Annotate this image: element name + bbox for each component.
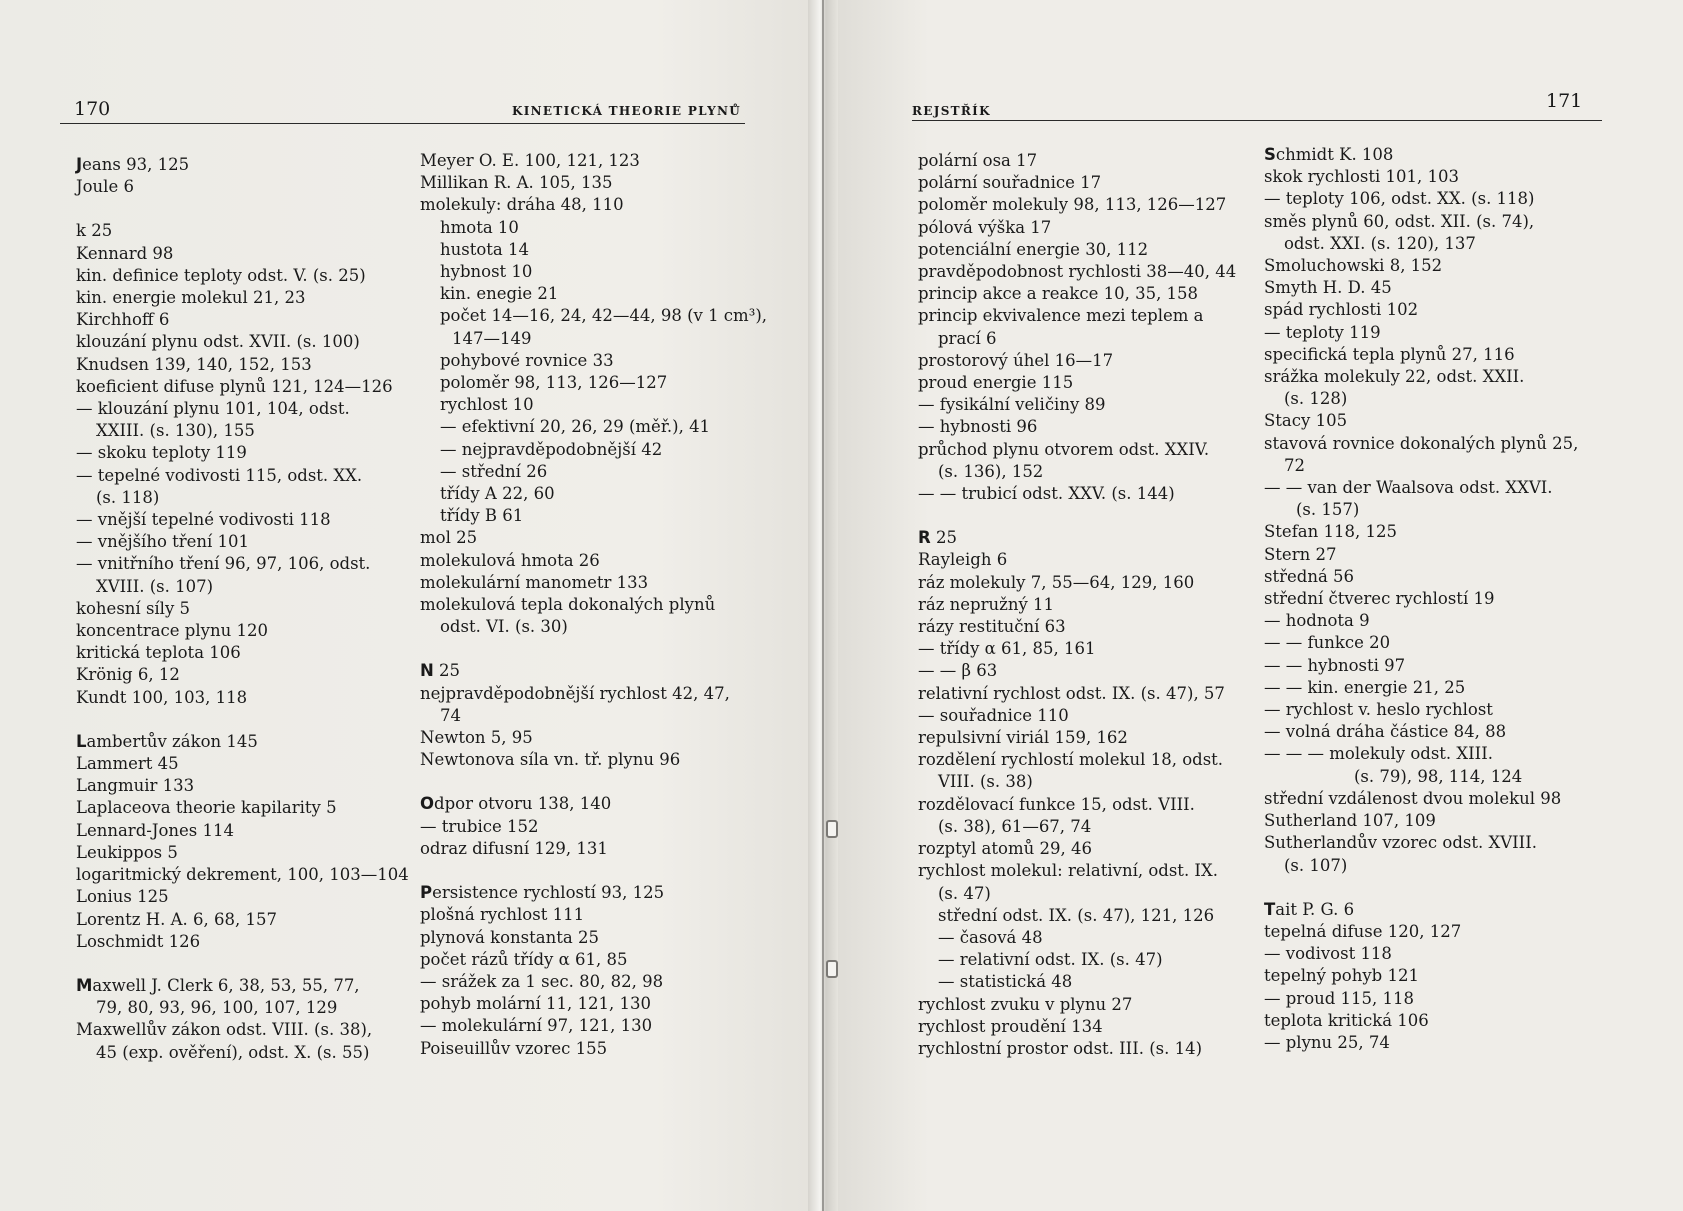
index-entry: — — hybnosti 97 <box>1264 655 1406 675</box>
section-initial: N <box>420 661 434 681</box>
index-entry: XXIII. (s. 130), 155 <box>96 421 255 441</box>
index-entry: rychlost molekul: relativní, odst. IX. <box>918 861 1218 881</box>
index-entry: plošná rychlost 111 <box>420 905 585 925</box>
index-entry: — — — molekuly odst. XIII. <box>1264 744 1493 764</box>
index-entry: — střední 26 <box>440 461 548 481</box>
index-entry: Newtonova síla vn. tř. plynu 96 <box>420 750 681 770</box>
index-entry: — klouzání plynu 101, 104, odst. <box>76 399 350 419</box>
index-entry: Sutherlandův vzorec odst. XVIII. <box>1264 833 1537 853</box>
spine-line <box>822 0 824 1211</box>
index-entry: třídy B 61 <box>440 506 524 526</box>
index-entry: nejpravděpodobnější rychlost 42, 47, <box>420 683 730 703</box>
index-entry: 72 <box>1284 455 1305 475</box>
index-entry: střední čtverec rychlostí 19 <box>1264 589 1495 609</box>
index-entry: rozdělovací funkce 15, odst. VIII. <box>918 794 1195 814</box>
index-entry: počet rázů třídy α 61, 85 <box>420 949 628 969</box>
index-entry: odraz difusní 129, 131 <box>420 838 608 858</box>
index-entry: ráz nepružný 11 <box>918 594 1055 614</box>
right-page-column-1 <box>918 150 1236 1060</box>
index-entry: Persistence rychlostí 93, 125 <box>420 883 665 903</box>
section-gap <box>76 198 409 220</box>
index-entry: středná 56 <box>1264 566 1355 586</box>
index-entry: (s. 107) <box>1284 855 1348 875</box>
index-entry: hmota 10 <box>440 217 519 237</box>
index-entry: molekuly: dráha 48, 110 <box>420 195 624 215</box>
index-entry: Tait P. G. 6 <box>1264 899 1355 919</box>
index-entry: skok rychlosti 101, 103 <box>1264 167 1460 187</box>
index-entry: polární osa 17 <box>918 151 1038 170</box>
header-rule-left <box>60 123 745 124</box>
index-entry: rozdělení rychlostí molekul 18, odst. <box>918 750 1224 770</box>
index-entry: hybnost 10 <box>440 262 533 282</box>
index-entry: Smyth H. D. 45 <box>1264 278 1392 298</box>
index-entry: — efektivní 20, 26, 29 (měř.), 41 <box>440 417 711 437</box>
index-entry: — časová 48 <box>938 927 1043 947</box>
section-initial: S <box>1264 145 1276 164</box>
index-entry: rázy restituční 63 <box>918 617 1066 637</box>
binding-stitch <box>826 960 838 978</box>
index-entry: rychlost zvuku v plynu 27 <box>918 994 1133 1014</box>
index-entry: Rayleigh 6 <box>918 550 1008 570</box>
index-entry: — vodivost 118 <box>1264 944 1392 964</box>
index-entry: poloměr molekuly 98, 113, 126—127 <box>918 195 1227 215</box>
section-gap <box>420 860 767 882</box>
index-entry: — teploty 106, odst. XX. (s. 118) <box>1264 189 1535 209</box>
index-entry: srážka molekuly 22, odst. XXII. <box>1264 367 1525 387</box>
section-gap <box>420 638 767 660</box>
index-entry: Sutherland 107, 109 <box>1264 811 1436 831</box>
index-entry: Stacy 105 <box>1264 411 1348 431</box>
index-entry: Kirchhoff 6 <box>76 310 170 330</box>
index-entry: Maxwellův zákon odst. VIII. (s. 38), <box>76 1020 373 1040</box>
index-entry: Schmidt K. 108 <box>1264 145 1394 164</box>
index-entry: střední odst. IX. (s. 47), 121, 126 <box>938 905 1215 925</box>
section-gap <box>76 953 409 975</box>
index-entry: tepelný pohyb 121 <box>1264 966 1419 986</box>
index-entry: proud energie 115 <box>918 373 1074 393</box>
index-entry: — rychlost v. heslo rychlost <box>1264 700 1493 720</box>
section-initial: R <box>918 528 931 548</box>
index-entry: — vnější tepelné vodivosti 118 <box>76 510 331 530</box>
binding-stitch <box>826 820 838 838</box>
header-rule-right <box>912 120 1602 121</box>
running-head-right: REJSTŘÍK <box>912 104 991 118</box>
index-entry: — třídy α 61, 85, 161 <box>918 639 1096 659</box>
index-entry: (s. 38), 61—67, 74 <box>938 816 1092 836</box>
index-entry: plynová konstanta 25 <box>420 927 599 947</box>
index-entry: princip ekvivalence mezi teplem a <box>918 306 1204 326</box>
index-entry: střední vzdálenost dvou molekul 98 <box>1264 788 1562 808</box>
index-entry: molekulární manometr 133 <box>420 572 649 592</box>
index-entry: — trubice 152 <box>420 816 539 836</box>
index-entry: — teploty 119 <box>1264 322 1381 342</box>
index-entry: XVIII. (s. 107) <box>96 576 214 596</box>
index-entry: — molekulární 97, 121, 130 <box>420 1016 653 1036</box>
index-entry: pohybové rovnice 33 <box>440 350 614 370</box>
index-entry: Meyer O. E. 100, 121, 123 <box>420 151 640 170</box>
index-entry: — srážek za 1 sec. 80, 82, 98 <box>420 971 664 991</box>
index-entry: Millikan R. A. 105, 135 <box>420 173 613 193</box>
index-entry: tepelná difuse 120, 127 <box>1264 921 1462 941</box>
index-entry: — relativní odst. IX. (s. 47) <box>938 950 1163 970</box>
index-entry: R 25 <box>918 528 957 548</box>
index-entry: 79, 80, 93, 96, 100, 107, 129 <box>96 998 338 1018</box>
section-initial: O <box>420 794 435 814</box>
index-entry: počet 14—16, 24, 42—44, 98 (v 1 cm³), <box>440 306 767 326</box>
index-entry: rozptyl atomů 29, 46 <box>918 839 1092 859</box>
index-entry: spád rychlosti 102 <box>1264 300 1419 320</box>
index-entry: stavová rovnice dokonalých plynů 25, <box>1264 433 1579 453</box>
index-entry: — skoku teploty 119 <box>76 443 247 463</box>
index-entry: kritická teplota 106 <box>76 643 241 663</box>
section-initial: L <box>76 731 87 751</box>
index-entry: Lorentz H. A. 6, 68, 157 <box>76 909 277 929</box>
index-entry: Smoluchowski 8, 152 <box>1264 256 1443 276</box>
index-entry: Laplaceova theorie kapilarity 5 <box>76 798 337 818</box>
section-initial: M <box>76 975 93 995</box>
index-entry: — plynu 25, 74 <box>1264 1032 1390 1052</box>
index-entry: 45 (exp. ověření), odst. X. (s. 55) <box>96 1042 370 1062</box>
index-entry: Newton 5, 95 <box>420 728 533 748</box>
index-entry: prostorový úhel 16—17 <box>918 350 1114 370</box>
index-entry: Joule 6 <box>76 177 134 197</box>
index-entry: Loschmidt 126 <box>76 931 201 951</box>
index-entry: Stern 27 <box>1264 544 1337 564</box>
index-entry: Langmuir 133 <box>76 776 195 796</box>
index-entry: — nejpravděpodobnější 42 <box>440 439 663 459</box>
index-entry: Lambertův zákon 145 <box>76 731 258 751</box>
index-entry: (s. 79), 98, 114, 124 <box>1354 766 1523 786</box>
index-entry: teplota kritická 106 <box>1264 1010 1429 1030</box>
left-page-column-2 <box>420 150 767 1060</box>
section-gap <box>918 505 1236 527</box>
index-entry: rychlostní prostor odst. III. (s. 14) <box>918 1038 1203 1058</box>
section-gap <box>420 771 767 793</box>
index-entry: — — β 63 <box>918 661 998 681</box>
index-entry: kohesní síly 5 <box>76 598 191 618</box>
right-page-column-2 <box>1264 144 1578 1054</box>
index-entry: — — funkce 20 <box>1264 633 1391 653</box>
index-entry: — statistická 48 <box>938 972 1073 992</box>
section-gap <box>1264 877 1578 899</box>
index-entry: (s. 136), 152 <box>938 461 1044 481</box>
section-initial: T <box>1264 899 1276 919</box>
index-entry: polární souřadnice 17 <box>918 173 1102 193</box>
index-entry: — hodnota 9 <box>1264 611 1370 631</box>
index-entry: Stefan 118, 125 <box>1264 522 1397 542</box>
index-entry: — vnitřního tření 96, 97, 106, odst. <box>76 554 371 574</box>
index-entry: Jeans 93, 125 <box>76 155 190 174</box>
index-entry: ráz molekuly 7, 55—64, 129, 160 <box>918 572 1195 592</box>
index-entry: VIII. (s. 38) <box>938 772 1033 792</box>
index-entry: Knudsen 139, 140, 152, 153 <box>76 354 312 374</box>
index-entry: 147—149 <box>452 328 532 348</box>
index-entry: Lonius 125 <box>76 887 169 907</box>
index-entry: odst. XXI. (s. 120), 137 <box>1284 233 1476 253</box>
index-entry: Kennard 98 <box>76 243 174 263</box>
index-entry: Odpor otvoru 138, 140 <box>420 794 612 814</box>
index-entry: repulsivní viriál 159, 162 <box>918 728 1128 748</box>
index-entry: pravděpodobnost rychlosti 38—40, 44 <box>918 262 1237 282</box>
index-entry: specifická tepla plynů 27, 116 <box>1264 344 1515 364</box>
page-number-left: 170 <box>74 98 111 120</box>
index-entry: — hybnosti 96 <box>918 417 1038 437</box>
index-entry: — tepelné vodivosti 115, odst. XX. <box>76 465 363 485</box>
right-page <box>826 0 1683 1211</box>
left-page <box>0 0 818 1211</box>
index-entry: (s. 157) <box>1296 500 1360 520</box>
index-entry: (s. 118) <box>96 487 160 507</box>
index-entry: Maxwell J. Clerk 6, 38, 53, 55, 77, <box>76 975 360 995</box>
index-entry: potenciální energie 30, 112 <box>918 239 1149 259</box>
index-entry: k 25 <box>76 221 113 241</box>
index-entry: — fysikální veličiny 89 <box>918 395 1106 415</box>
index-entry: Krönig 6, 12 <box>76 665 180 685</box>
index-entry: pólová výška 17 <box>918 217 1052 237</box>
index-entry: hustota 14 <box>440 239 529 259</box>
index-entry: rychlost 10 <box>440 395 534 415</box>
index-entry: odst. VI. (s. 30) <box>440 617 568 637</box>
index-entry: — — van der Waalsova odst. XXVI. <box>1264 478 1553 498</box>
index-entry: kin. energie molekul 21, 23 <box>76 288 306 308</box>
index-entry: směs plynů 60, odst. XII. (s. 74), <box>1264 211 1535 231</box>
index-entry: 74 <box>440 705 461 725</box>
index-entry: relativní rychlost odst. IX. (s. 47), 57 <box>918 683 1225 703</box>
index-entry: Kundt 100, 103, 118 <box>76 687 248 707</box>
index-entry: — — kin. energie 21, 25 <box>1264 677 1466 697</box>
index-entry: princip akce a reakce 10, 35, 158 <box>918 284 1199 304</box>
index-entry: kin. enegie 21 <box>440 284 559 304</box>
index-entry: (s. 128) <box>1284 389 1348 409</box>
section-initial: J <box>76 155 83 174</box>
index-entry: třídy A 22, 60 <box>440 484 555 504</box>
index-entry: pohyb molární 11, 121, 130 <box>420 994 651 1014</box>
section-initial: P <box>420 883 433 903</box>
page-number-right: 171 <box>1546 90 1583 112</box>
index-entry: koncentrace plynu 120 <box>76 621 268 641</box>
index-entry: molekulová tepla dokonalých plynů <box>420 595 716 615</box>
index-entry: kin. definice teploty odst. V. (s. 25) <box>76 265 366 285</box>
index-entry: — volná dráha částice 84, 88 <box>1264 722 1507 742</box>
index-entry: logaritmický dekrement, 100, 103—104 <box>76 865 409 885</box>
left-page-column-1 <box>76 154 409 1064</box>
index-entry: koeficient difuse plynů 121, 124—126 <box>76 376 393 396</box>
index-entry: molekulová hmota 26 <box>420 550 600 570</box>
index-entry: Lennard-Jones 114 <box>76 820 234 840</box>
index-entry: — proud 115, 118 <box>1264 988 1415 1008</box>
section-gap <box>76 709 409 731</box>
index-entry: rychlost proudění 134 <box>918 1016 1103 1036</box>
index-entry: — — trubicí odst. XXV. (s. 144) <box>918 484 1175 504</box>
running-head-left: KINETICKÁ THEORIE PLYNŮ <box>512 104 742 118</box>
index-entry: (s. 47) <box>938 883 991 903</box>
index-entry: — souřadnice 110 <box>918 705 1069 725</box>
index-entry: — vnějšího tření 101 <box>76 532 250 552</box>
index-entry: Lammert 45 <box>76 754 179 774</box>
index-entry: Poiseuillův vzorec 155 <box>420 1038 608 1058</box>
index-entry: Leukippos 5 <box>76 842 178 862</box>
index-entry: průchod plynu otvorem odst. XXIV. <box>918 439 1210 459</box>
index-entry: poloměr 98, 113, 126—127 <box>440 373 668 393</box>
index-entry: mol 25 <box>420 528 478 548</box>
index-entry: klouzání plynu odst. XVII. (s. 100) <box>76 332 360 352</box>
index-entry: N 25 <box>420 661 461 681</box>
index-entry: prací 6 <box>938 328 997 348</box>
